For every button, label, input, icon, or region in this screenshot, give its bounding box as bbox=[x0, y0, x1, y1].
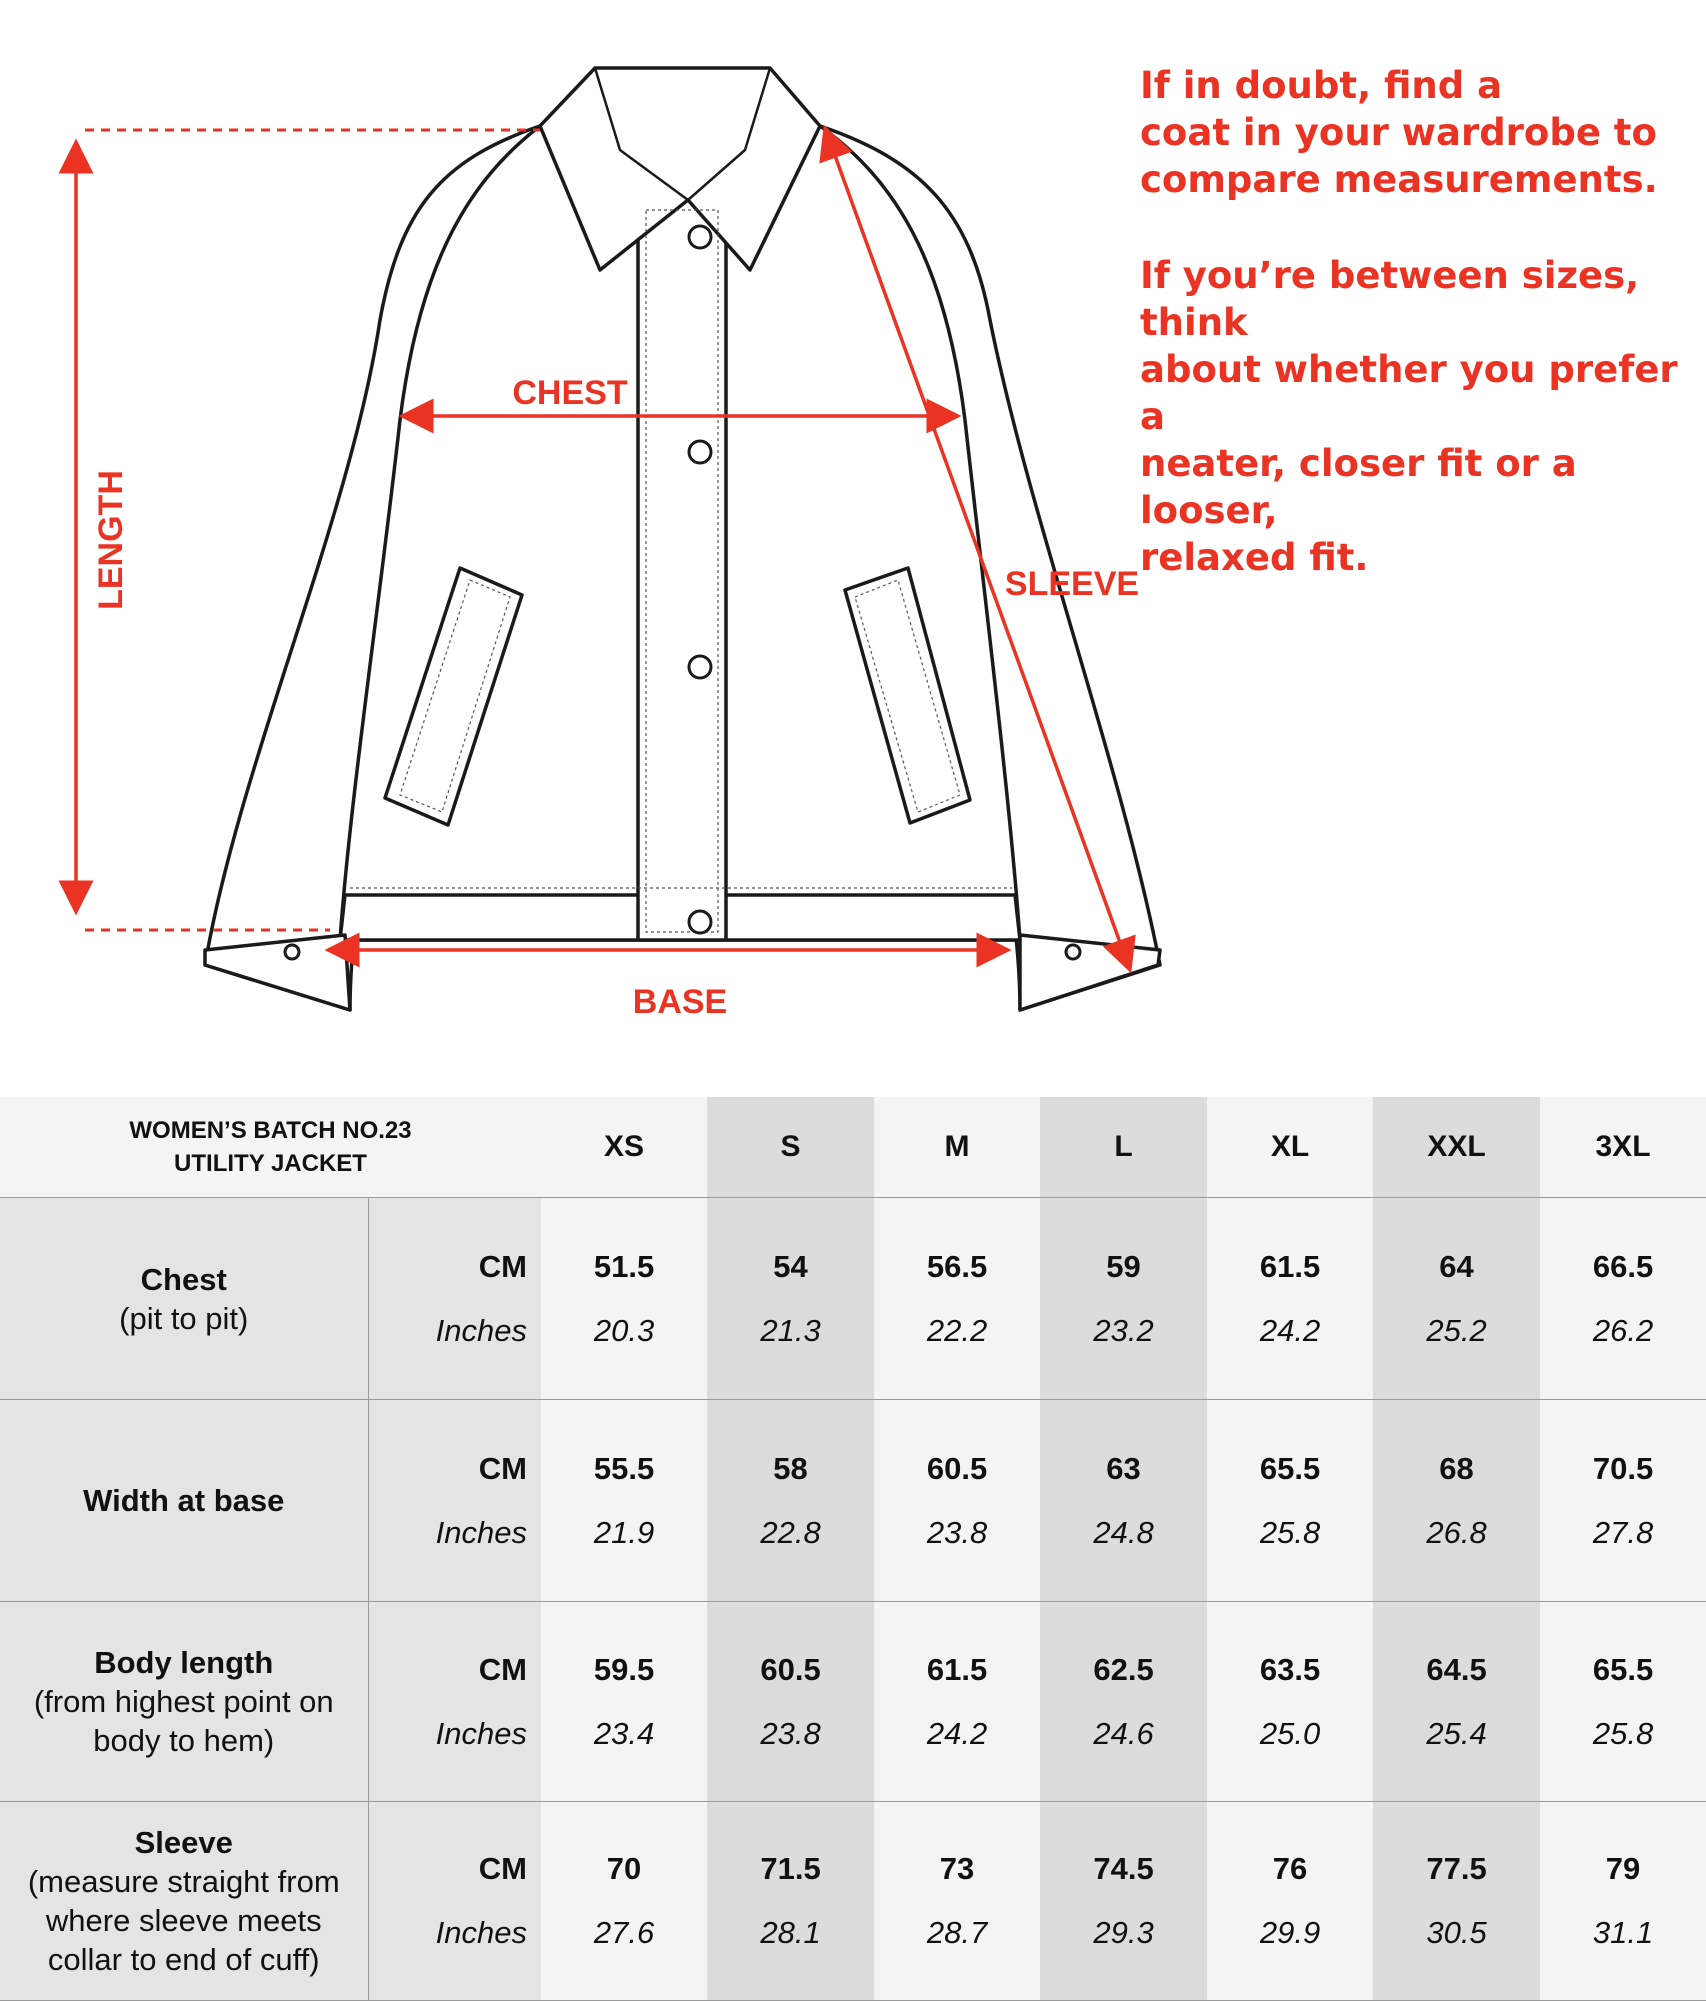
inches-value: 22.2 bbox=[926, 1312, 988, 1348]
size-header: XS bbox=[541, 1097, 707, 1198]
inches-value: 29.3 bbox=[1093, 1915, 1154, 1950]
unit-label-cm: CM bbox=[478, 1851, 528, 1886]
value-cell bbox=[1040, 1198, 1207, 1400]
inches-value: 25.0 bbox=[1259, 1715, 1321, 1751]
jacket-outline bbox=[205, 68, 1160, 1010]
measurement-row bbox=[0, 1198, 1706, 1400]
unit-labels-cell bbox=[368, 1602, 541, 1802]
measurement-row bbox=[0, 1400, 1706, 1602]
measurement-description: (measure straight from where sleeve meets collar to end of cuff) bbox=[27, 1864, 340, 1977]
inches-value: 25.4 bbox=[1426, 1715, 1487, 1751]
value-cell bbox=[1540, 1602, 1706, 1802]
value-cell bbox=[541, 1198, 707, 1400]
size-header: XXL bbox=[1373, 1097, 1540, 1198]
value-cell bbox=[541, 1602, 707, 1802]
cm-value: 74.5 bbox=[1093, 1851, 1154, 1886]
value-cell bbox=[1373, 1802, 1540, 2001]
size-header: S bbox=[707, 1097, 874, 1198]
value-cell bbox=[1373, 1198, 1540, 1400]
measurement-name-cell bbox=[0, 1602, 368, 1802]
cm-value: 59.5 bbox=[593, 1651, 655, 1687]
cm-value: 64.5 bbox=[1426, 1651, 1487, 1687]
cm-value: 70 bbox=[606, 1851, 642, 1886]
value-cell bbox=[1373, 1602, 1540, 1802]
table-title: WOMEN’S BATCH NO.23 UTILITY JACKET bbox=[0, 1097, 541, 1198]
cm-value: 61.5 bbox=[1259, 1248, 1321, 1284]
inches-value: 23.2 bbox=[1093, 1312, 1154, 1348]
inches-value: 28.7 bbox=[926, 1915, 988, 1950]
value-cell bbox=[1373, 1400, 1540, 1602]
cm-value: 61.5 bbox=[926, 1651, 988, 1687]
cm-value: 60.5 bbox=[926, 1450, 988, 1486]
cm-value: 65.5 bbox=[1592, 1651, 1654, 1687]
measurement-name-cell bbox=[0, 1400, 368, 1602]
value-cell bbox=[1540, 1400, 1706, 1602]
unit-labels-cell bbox=[368, 1400, 541, 1602]
measurement-name: Body length bbox=[94, 1645, 274, 1680]
inches-value: 23.8 bbox=[926, 1514, 988, 1550]
inches-value: 26.2 bbox=[1592, 1312, 1654, 1348]
inches-value: 30.5 bbox=[1426, 1915, 1487, 1950]
cm-value: 71.5 bbox=[760, 1851, 821, 1886]
value-cell bbox=[1207, 1602, 1373, 1802]
cm-value: 55.5 bbox=[593, 1450, 655, 1486]
measurement-description: (pit to pit) bbox=[119, 1300, 249, 1336]
cm-value: 79 bbox=[1605, 1851, 1641, 1886]
cm-value: 76 bbox=[1272, 1851, 1308, 1886]
value-cell bbox=[541, 1802, 707, 2001]
inches-value: 25.8 bbox=[1259, 1514, 1321, 1550]
button-1 bbox=[689, 226, 711, 248]
measurement-name-cell bbox=[0, 1802, 368, 2001]
cm-value: 54 bbox=[773, 1248, 808, 1284]
inches-value: 27.8 bbox=[1592, 1514, 1654, 1550]
size-header: L bbox=[1040, 1097, 1207, 1198]
measurement-name-cell bbox=[0, 1198, 368, 1400]
cm-value: 63.5 bbox=[1259, 1651, 1321, 1687]
inches-value: 24.2 bbox=[1259, 1312, 1321, 1348]
inches-value: 23.4 bbox=[593, 1715, 655, 1751]
inches-value: 24.6 bbox=[1093, 1715, 1154, 1751]
cm-value: 51.5 bbox=[593, 1248, 655, 1284]
inches-value: 25.8 bbox=[1592, 1715, 1654, 1751]
inches-value: 21.9 bbox=[593, 1514, 655, 1550]
button-2 bbox=[689, 441, 711, 463]
right-cuff bbox=[1020, 935, 1160, 1010]
inches-value: 25.2 bbox=[1426, 1312, 1487, 1348]
size-chart-table bbox=[0, 1097, 1706, 2001]
length-label: LENGTH bbox=[92, 470, 130, 610]
cm-value: 64 bbox=[1439, 1248, 1474, 1284]
inches-value: 24.2 bbox=[926, 1715, 988, 1751]
inches-value: 29.9 bbox=[1259, 1915, 1321, 1950]
inches-value: 23.8 bbox=[760, 1715, 821, 1751]
measurement-description: (from highest point on body to hem) bbox=[33, 1684, 334, 1758]
cm-value: 59 bbox=[1106, 1248, 1141, 1284]
value-cell bbox=[707, 1802, 874, 2001]
size-header: M bbox=[874, 1097, 1040, 1198]
placket bbox=[638, 200, 726, 940]
inches-value: 22.8 bbox=[760, 1514, 821, 1550]
unit-label-inches: Inches bbox=[435, 1915, 528, 1950]
left-cuff bbox=[205, 935, 350, 1010]
cm-value: 70.5 bbox=[1592, 1450, 1654, 1486]
measurement-name: Width at base bbox=[83, 1483, 285, 1518]
value-cell bbox=[874, 1198, 1040, 1400]
base-label: BASE bbox=[632, 983, 728, 1021]
value-cell bbox=[874, 1602, 1040, 1802]
cm-value: 68 bbox=[1439, 1450, 1474, 1486]
button-3 bbox=[689, 656, 711, 678]
cm-value: 56.5 bbox=[926, 1248, 988, 1284]
value-cell bbox=[1040, 1802, 1207, 2001]
value-cell bbox=[874, 1802, 1040, 2001]
size-header: 3XL bbox=[1540, 1097, 1706, 1198]
cm-value: 63 bbox=[1106, 1450, 1141, 1486]
inches-value: 31.1 bbox=[1592, 1915, 1654, 1950]
size-header-row bbox=[0, 1097, 1706, 1198]
unit-label-inches: Inches bbox=[435, 1715, 528, 1751]
value-cell bbox=[1540, 1198, 1706, 1400]
measurement-name: Chest bbox=[140, 1261, 227, 1297]
unit-label-cm: CM bbox=[478, 1248, 528, 1284]
inches-value: 21.3 bbox=[760, 1312, 821, 1348]
size-header: XL bbox=[1207, 1097, 1373, 1198]
unit-label-inches: Inches bbox=[435, 1514, 528, 1550]
cm-value: 66.5 bbox=[1592, 1248, 1654, 1284]
inches-value: 27.6 bbox=[593, 1915, 655, 1950]
note-between-sizes: If you’re between sizes, think about whether you prefer a neater, closer fit or a looser, relaxed fit. bbox=[1140, 254, 1678, 579]
cm-value: 77.5 bbox=[1426, 1851, 1487, 1886]
value-cell bbox=[541, 1400, 707, 1602]
cm-value: 60.5 bbox=[760, 1651, 821, 1687]
sleeve-label: SLEEVE bbox=[1004, 565, 1140, 603]
inches-value: 24.8 bbox=[1093, 1514, 1154, 1550]
value-cell bbox=[874, 1400, 1040, 1602]
value-cell bbox=[1207, 1198, 1373, 1400]
cm-value: 62.5 bbox=[1093, 1651, 1154, 1687]
unit-labels-cell bbox=[368, 1198, 541, 1400]
value-cell bbox=[707, 1602, 874, 1802]
measurement-row bbox=[0, 1602, 1706, 1802]
unit-labels-cell bbox=[368, 1802, 541, 2001]
unit-label-inches: Inches bbox=[435, 1312, 528, 1348]
cm-value: 65.5 bbox=[1259, 1450, 1321, 1486]
cm-value: 58 bbox=[773, 1450, 808, 1486]
value-cell bbox=[1540, 1802, 1706, 2001]
value-cell bbox=[1040, 1400, 1207, 1602]
button-4 bbox=[689, 911, 711, 933]
unit-label-cm: CM bbox=[478, 1651, 528, 1687]
inches-value: 20.3 bbox=[593, 1312, 655, 1348]
value-cell bbox=[1207, 1802, 1373, 2001]
inches-value: 26.8 bbox=[1426, 1514, 1487, 1550]
value-cell bbox=[707, 1198, 874, 1400]
unit-label-cm: CM bbox=[478, 1450, 528, 1486]
measurement-row bbox=[0, 1802, 1706, 2001]
value-cell bbox=[1207, 1400, 1373, 1602]
value-cell bbox=[707, 1400, 874, 1602]
measurement-name: Sleeve bbox=[134, 1825, 233, 1860]
note-if-in-doubt: If in doubt, find a coat in your wardrobe to compare measurements. bbox=[1140, 64, 1658, 201]
chest-label: CHEST bbox=[512, 374, 628, 412]
inches-value: 28.1 bbox=[760, 1915, 821, 1950]
value-cell bbox=[1040, 1602, 1207, 1802]
cm-value: 73 bbox=[939, 1851, 975, 1886]
